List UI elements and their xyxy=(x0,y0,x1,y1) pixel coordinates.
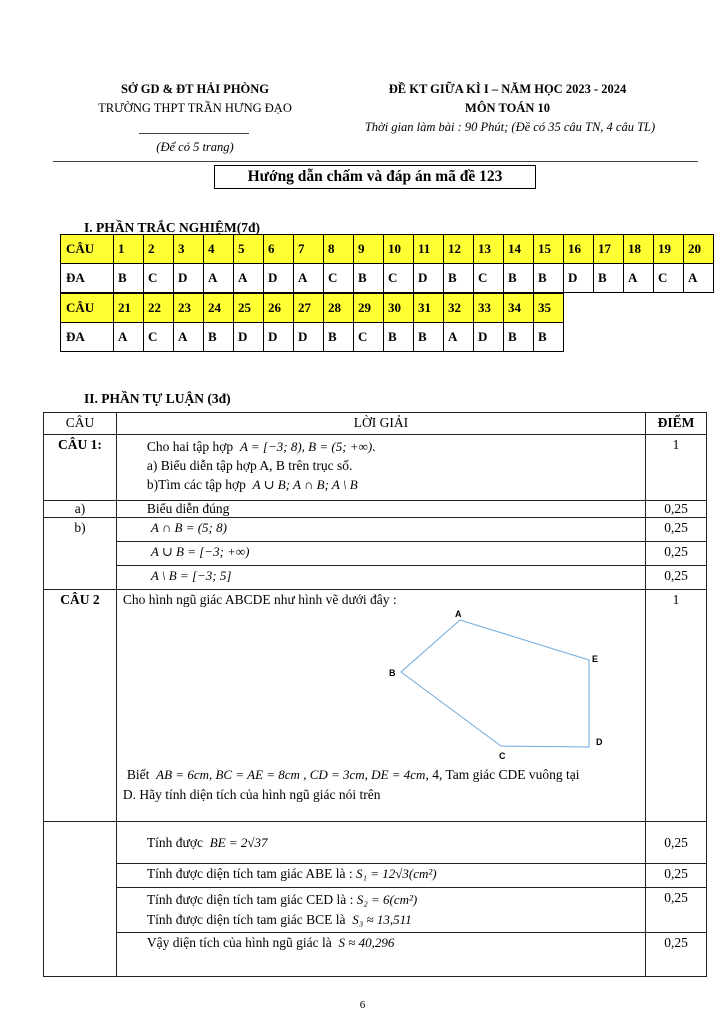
mc-cell: 28 xyxy=(324,294,354,323)
q2-intro: Cho hình ngũ giác ABCDE như hình vẽ dưới đây : xyxy=(122,592,397,607)
q2-given-line2: D. Hãy tính diện tích của hình ngũ giác nói trên xyxy=(122,787,381,802)
q2-step1 xyxy=(116,822,645,864)
mc-cell: 13 xyxy=(474,235,504,264)
mc-cell: B xyxy=(324,323,354,352)
essay-solution-table xyxy=(43,412,707,977)
vertex-c-label: C xyxy=(498,751,506,761)
mc-cell: 15 xyxy=(534,235,564,264)
mc-question-label: CÂU xyxy=(61,235,114,264)
q2-step3-math: S₂ = 6(cm²) xyxy=(356,892,418,907)
section-essay-heading: II. PHẦN TỰ LUẬN (3đ) xyxy=(84,391,231,406)
q2-given-suffix: , 4, Tam giác CDE vuông tại xyxy=(425,767,580,782)
q2-step5-text: Vậy diện tích của hình ngũ giác là xyxy=(146,935,332,950)
mc-cell: A xyxy=(294,264,324,293)
mc-cell: 2 xyxy=(144,235,174,264)
mc-cell: B xyxy=(534,264,564,293)
mc-cell: 6 xyxy=(264,235,294,264)
mc-cell: C xyxy=(654,264,684,293)
mc-cell: A xyxy=(624,264,654,293)
school-underline xyxy=(139,133,249,134)
mc-cell: B xyxy=(504,264,534,293)
mc-cell: 34 xyxy=(504,294,534,323)
mc-cell: D xyxy=(474,323,504,352)
q2-step5-points: 0,25 xyxy=(646,933,707,977)
q2-step1-points: 0,25 xyxy=(646,822,707,864)
q1-part-b: b)Tìm các tập hợp xyxy=(146,477,246,492)
q2-step1-text: Tính được xyxy=(146,834,203,850)
mc-cell: B xyxy=(444,264,474,293)
mc-cell: 22 xyxy=(144,294,174,323)
mc-cell: 11 xyxy=(414,235,444,264)
q2-label: CÂU 2 xyxy=(44,590,117,822)
mc-cell: 21 xyxy=(114,294,144,323)
subject-title: MÔN TOÁN 10 xyxy=(465,101,550,115)
q2-step5 xyxy=(116,933,645,977)
answer-key-title: Hướng dẫn chấm và đáp án mã đề 123 xyxy=(214,165,536,189)
mc-cell: 31 xyxy=(414,294,444,323)
mc-cell: C xyxy=(474,264,504,293)
q1a-label: a) xyxy=(44,501,117,518)
q2-given xyxy=(122,765,647,805)
q1b-label: b) xyxy=(44,518,117,590)
q1-period: . xyxy=(372,439,376,454)
q1b-union: A ∪ B = [−3; +∞) xyxy=(116,542,645,566)
vertex-d-label: D xyxy=(595,737,603,747)
mc-cell: A xyxy=(234,264,264,293)
mc-cell: 32 xyxy=(444,294,474,323)
q1b1-points: 0,25 xyxy=(646,518,707,542)
mc-cell: 35 xyxy=(534,294,564,323)
mc-cell: 5 xyxy=(234,235,264,264)
mc-cell: D xyxy=(264,264,294,293)
time-note: Thời gian làm bài : 90 Phút; (Đề có 35 câu TN, 4 câu TL) xyxy=(364,120,656,134)
mc-cell: 4 xyxy=(204,235,234,264)
mc-cell: D xyxy=(174,264,204,293)
col-head-solution: LỜI GIẢI xyxy=(116,413,645,435)
q1-part-a: a) Biểu diễn tập hợp A, B trên trục số. xyxy=(146,458,353,473)
mc-answer-table-1 xyxy=(60,234,714,293)
page-number: 6 xyxy=(359,999,366,1011)
mc-cell: 18 xyxy=(624,235,654,264)
mc-cell: 1 xyxy=(114,235,144,264)
q2-step4-text: Tính được diện tích tam giác BCE là xyxy=(146,912,346,927)
mc-cell: B xyxy=(114,264,144,293)
q2-step3 xyxy=(116,888,645,933)
mc-cell: 30 xyxy=(384,294,414,323)
exam-title: ĐỀ KT GIỮA KÌ I – NĂM HỌC 2023 - 2024 xyxy=(388,82,627,96)
mc-cell: B xyxy=(204,323,234,352)
mc-cell: B xyxy=(594,264,624,293)
mc-question-label: CÂU xyxy=(61,294,114,323)
q2-step5-math: S ≈ 40,296 xyxy=(338,935,395,950)
q1b3-points: 0,25 xyxy=(646,566,707,590)
q1a-text: Biểu diễn đúng xyxy=(116,501,645,518)
q2-prompt xyxy=(116,590,645,822)
mc-cell: 16 xyxy=(564,235,594,264)
mc-cell: D xyxy=(564,264,594,293)
mc-cell: C xyxy=(144,264,174,293)
mc-cell: D xyxy=(264,323,294,352)
q1-label: CÂU 1: xyxy=(44,435,117,501)
mc-cell: 14 xyxy=(504,235,534,264)
mc-cell: 24 xyxy=(204,294,234,323)
vertex-e-label: E xyxy=(591,654,598,664)
mc-cell: C xyxy=(324,264,354,293)
mc-cell: D xyxy=(294,323,324,352)
mc-cell: A xyxy=(204,264,234,293)
mc-cell: A xyxy=(444,323,474,352)
q2-step2-text: Tính được diện tích tam giác ABE là : xyxy=(146,866,353,881)
mc-cell: A xyxy=(114,323,144,352)
q2-step4-math: S₃ ≈ 13,511 xyxy=(352,912,412,927)
mc-cell: B xyxy=(414,323,444,352)
mc-cell: 23 xyxy=(174,294,204,323)
q1-text1: Cho hai tập hợp xyxy=(146,439,234,454)
pentagon-shape xyxy=(401,620,589,747)
q2-step2-math: S₁ = 12√3(cm²) xyxy=(355,866,437,881)
mc-cell: B xyxy=(354,264,384,293)
mc-cell: C xyxy=(354,323,384,352)
section-mc-heading: I. PHẦN TRẮC NGHIỆM(7đ) xyxy=(84,220,261,235)
q2-given-prefix: Biết xyxy=(126,767,150,782)
mc-cell: 25 xyxy=(234,294,264,323)
q1-prompt xyxy=(116,435,645,501)
mc-cell: 10 xyxy=(384,235,414,264)
q2-step3-text: Tính được diện tích tam giác CED là : xyxy=(146,892,354,907)
mc-answer-table-2 xyxy=(60,293,564,352)
mc-cell: 26 xyxy=(264,294,294,323)
q1-points: 1 xyxy=(646,435,707,501)
mc-cell: 3 xyxy=(174,235,204,264)
col-head-question: CÂU xyxy=(44,413,117,435)
mc-cell: 9 xyxy=(354,235,384,264)
mc-cell: A xyxy=(174,323,204,352)
q1a-points: 0,25 xyxy=(646,501,707,518)
mc-cell: 27 xyxy=(294,294,324,323)
q1b-intersection: A ∩ B = (5; 8) xyxy=(116,518,645,542)
mc-answer-label: ĐA xyxy=(61,264,114,293)
mc-cell: 12 xyxy=(444,235,474,264)
q1b2-points: 0,25 xyxy=(646,542,707,566)
mc-cell: C xyxy=(144,323,174,352)
school-name: TRƯỜNG THPT TRẦN HƯNG ĐẠO xyxy=(98,101,292,115)
q2-step1-math: BE = 2√37 xyxy=(209,834,268,850)
vertex-b-label: B xyxy=(388,668,396,678)
mc-cell: 20 xyxy=(684,235,714,264)
header-divider xyxy=(53,161,698,162)
page-count-note: (Để có 5 trang) xyxy=(156,140,234,154)
q2-empty-cell xyxy=(44,822,117,977)
mc-cell: 17 xyxy=(594,235,624,264)
mc-cell: 19 xyxy=(654,235,684,264)
q1b-difference: A \ B = [−3; 5] xyxy=(116,566,645,590)
q1-set-ops: A ∪ B; A ∩ B; A \ B xyxy=(252,477,358,492)
mc-cell: C xyxy=(384,264,414,293)
mc-cell: D xyxy=(234,323,264,352)
q2-given-lengths: AB = 6cm, BC = AE = 8cm , CD = 3cm, DE = 4cm xyxy=(156,767,426,782)
mc-cell: B xyxy=(384,323,414,352)
pentagon-figure xyxy=(277,609,603,762)
mc-cell: 33 xyxy=(474,294,504,323)
vertex-a-label: A xyxy=(454,609,462,619)
mc-cell: 29 xyxy=(354,294,384,323)
q2-step2-points: 0,25 xyxy=(646,864,707,888)
mc-cell: B xyxy=(504,323,534,352)
mc-cell: A xyxy=(684,264,714,293)
school-dept: SỞ GD & ĐT HẢI PHÒNG xyxy=(120,82,270,96)
q2-points: 1 xyxy=(646,590,707,822)
mc-cell: 7 xyxy=(294,235,324,264)
mc-cell: D xyxy=(414,264,444,293)
mc-cell: 8 xyxy=(324,235,354,264)
mc-answer-label: ĐA xyxy=(61,323,114,352)
q2-step2 xyxy=(116,864,645,888)
col-head-points: ĐIỂM xyxy=(646,413,707,435)
q2-step3-points: 0,25 xyxy=(646,888,707,933)
mc-cell: B xyxy=(534,323,564,352)
q1-sets: A = [−3; 8), B = (5; +∞) xyxy=(239,439,373,454)
